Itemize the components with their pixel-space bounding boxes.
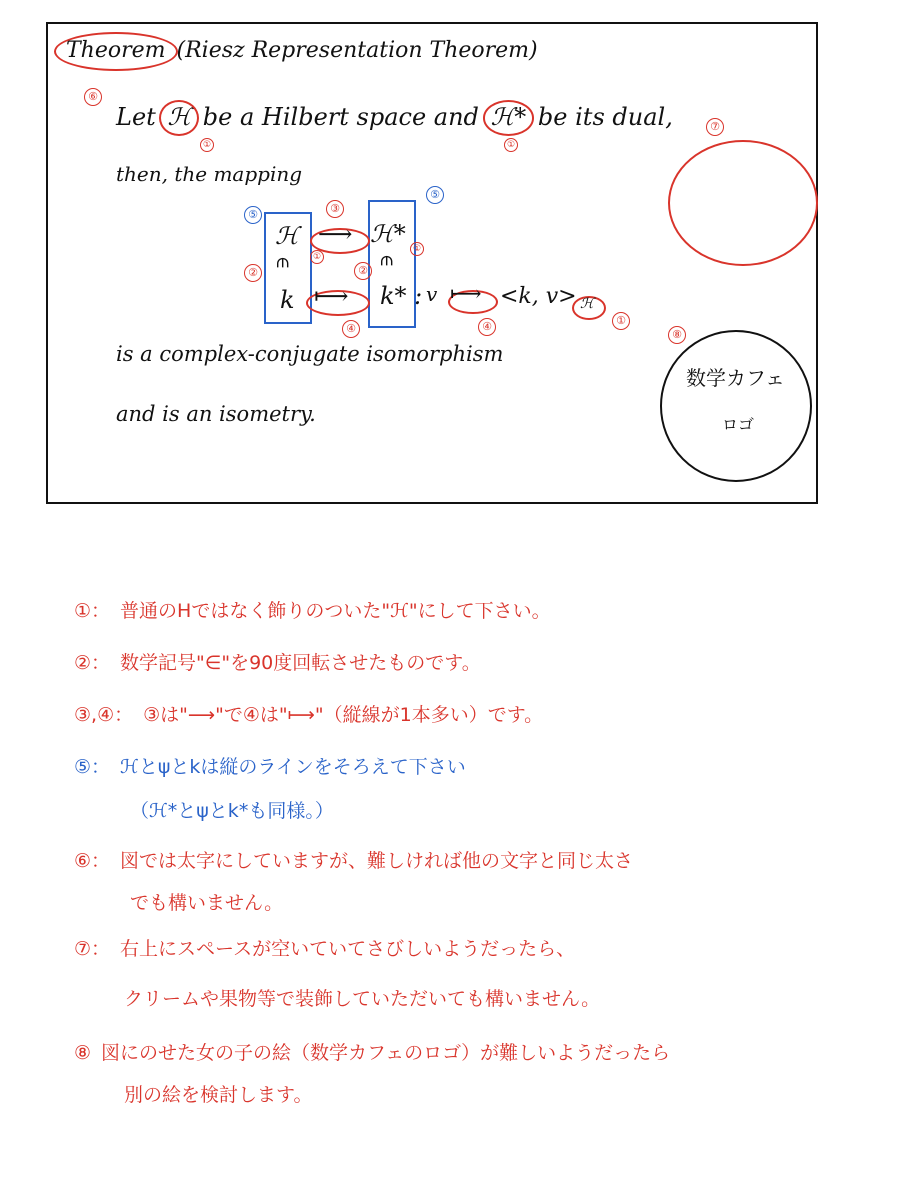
note-text: （ℋ*とψとk*も同様。） xyxy=(130,800,334,822)
mark-4-b: ④ xyxy=(478,318,496,336)
note-text: でも構いません。 xyxy=(130,892,284,914)
note-text: 数学記号"∈"を90度回転させたものです。 xyxy=(120,652,481,674)
mark-1-c: ① xyxy=(310,250,324,264)
mark-7: ⑦ xyxy=(706,118,724,136)
note-mark: ⑧ xyxy=(74,1042,92,1064)
theorem-title: (Riesz Representation Theorem) xyxy=(176,38,538,63)
mark-1-a: ① xyxy=(200,138,214,152)
theorem-line-2: then, the mapping xyxy=(116,162,303,186)
note-5-continued xyxy=(130,796,334,823)
mark-2-right: ② xyxy=(354,262,372,280)
note-2 xyxy=(74,648,481,675)
note-6-continued xyxy=(130,888,283,915)
note-text: 図では太字にしていますが、難しければ他の文字と同じ太さ xyxy=(120,850,634,872)
diagram-maps-to-b: ⟼ xyxy=(450,282,482,307)
mark-5-left: ⑤ xyxy=(244,206,262,224)
mark-2-left: ② xyxy=(244,264,262,282)
theorem-heading xyxy=(62,38,538,63)
mark-8: ⑧ xyxy=(668,326,686,344)
mark-1-d: ① xyxy=(410,242,424,256)
mark-1-e: ① xyxy=(612,312,630,330)
note-text: 図にのせた女の子の絵（数学カフェのロゴ）が難しいようだったら xyxy=(101,1042,671,1064)
diagram-k: k xyxy=(280,286,295,314)
note-mark: ③,④： xyxy=(74,704,134,726)
mark-1-b: ① xyxy=(504,138,518,152)
note-mark: ⑦： xyxy=(74,938,111,960)
diagram-inner-subscript: ℋ xyxy=(580,296,594,312)
logo-sublabel: ロゴ xyxy=(722,415,755,434)
note-mark: ①： xyxy=(74,600,111,622)
note-mark: ②： xyxy=(74,652,111,674)
diagram-maps-to-a: ⟼ xyxy=(314,282,349,310)
note-1 xyxy=(74,596,551,623)
mark-5-right: ⑤ xyxy=(426,186,444,204)
theorem-line-3: is a complex-conjugate isomorphism xyxy=(116,342,504,366)
note-7-continued xyxy=(124,984,600,1011)
note-text: ③は"⟶"で④は"⟼"（縦線が1本多い）です。 xyxy=(143,704,544,726)
note-mark: ⑥： xyxy=(74,850,111,872)
note-3 xyxy=(74,700,543,727)
note-text: ℋとψとkは縦のラインをそろえて下さい xyxy=(120,756,466,778)
note-7 xyxy=(74,934,575,961)
theorem-line-1 xyxy=(116,103,673,131)
diagram-inner-product: <k, v> xyxy=(500,284,577,309)
line1-middle: be a Hilbert space and xyxy=(202,103,479,131)
note-8 xyxy=(74,1038,670,1065)
decoration-space-circle xyxy=(668,140,818,266)
note-mark: ⑤： xyxy=(74,756,111,778)
script-h-star-symbol: ℋ* xyxy=(487,103,531,131)
note-5 xyxy=(74,752,466,779)
note-text: 普通のHではなく飾りのついた"ℋ"にして下さい。 xyxy=(120,600,551,622)
script-h-symbol: ℋ xyxy=(163,103,195,131)
note-text: 別の絵を検討します。 xyxy=(124,1084,313,1106)
mark-6: ⑥ xyxy=(84,88,102,106)
logo-placeholder-circle xyxy=(660,330,812,482)
line1-prefix: Let xyxy=(116,103,156,131)
logo-label: 数学カフェ xyxy=(686,366,785,390)
diagram-h-star: ℋ* xyxy=(370,220,406,248)
diagram-v: v xyxy=(426,282,438,306)
theorem-label: Theorem xyxy=(62,38,170,63)
diagram-k-star: k* : xyxy=(380,282,423,310)
theorem-line-4: and is an isometry. xyxy=(116,402,316,426)
mark-3: ③ xyxy=(326,200,344,218)
diagram-h: ℋ xyxy=(275,222,299,250)
rotated-in-left: ∈ xyxy=(272,255,294,270)
note-8-continued xyxy=(124,1080,312,1107)
note-6 xyxy=(74,846,633,873)
diagram-map-arrow: ⟶ xyxy=(318,220,353,248)
note-text: 右上にスペースが空いていてさびしいようだったら、 xyxy=(120,938,576,960)
rotated-in-right: ∈ xyxy=(376,253,398,268)
line1-suffix: be its dual, xyxy=(537,103,673,131)
mark-4-a: ④ xyxy=(342,320,360,338)
note-text: クリームや果物等で装飾していただいても構いません。 xyxy=(124,988,601,1010)
